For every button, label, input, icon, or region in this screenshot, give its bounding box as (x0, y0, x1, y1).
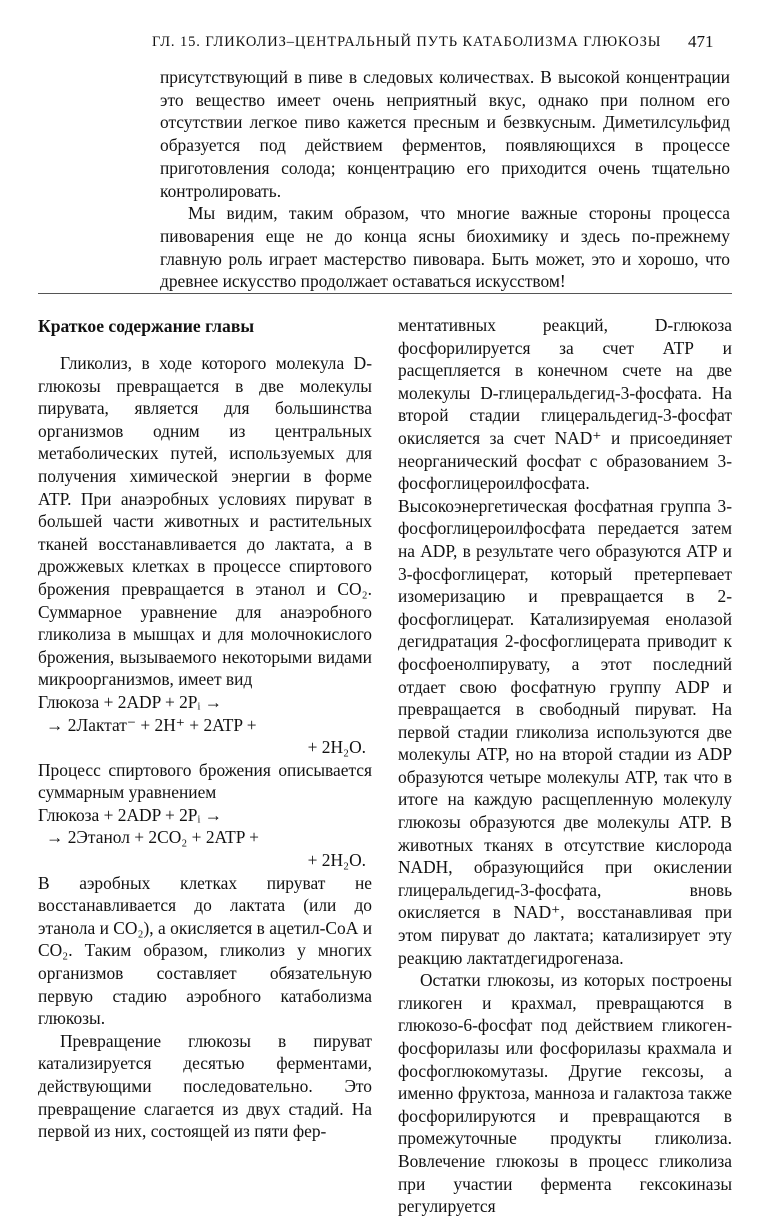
right-column (398, 314, 732, 1218)
section-divider (38, 293, 732, 294)
summary-heading: Краткое содержание главы (38, 316, 255, 336)
summary-paragraph-5: ментативных реакций, D-глюкоза фосфорилируется за счет АТР и расщепляется в конечном счете на две молекулы D-глицеральдегид-3-фосфата. На второй стадии глицеральдегид-3-фосфат окисляется за счет NAD⁺ и присоединяет неорганический фосфат с образованием 3-фосфоглицероилфосфата. Высокоэнергетическая фосфатная группа 3-фосфоглицероилфосфата передается затем на ADP, в результате чего образуются АТР и 3-фосфоглицерат, который претерпевает изомеризацию и превращается в 2-фосфоглицерат. Катализируемая енолазой дегидратация 2-фосфоглицерата приводит к фосфоенолпирувату, а этот последний отдает свою фосфатную группу ADP и превращается в свободный пируват. На первой стадии гликолиза используются две молекулы ATP, но на второй стадии из ADP образуются четыре молекулы ATP, так что в итоге на каждую расщепленную молекулу глюкозы образуются две молекулы ATP. В животных тканях в отсутствие кислорода NADH, образующийся при окислении глицеральдегид-3-фосфата, вновь окисляется в NAD⁺, восстанавливая при этом пируват до лактата; катализирует эту реакцию лактатдегидрогеназа. (398, 315, 732, 968)
summary-paragraph-6: Остатки глюкозы, из которых построены гликоген и крахмал, превращаются в глюкозо-6-фосфат под действием гликоген-фосфорилазы или фосфорилазы крахмала и фосфоглюкомутазы. Другие гексозы, а именно фруктоза, манноза и галактоза также фосфорилируются и превращаются в промежуточные продукты гликолиза. Вовлечение глюкозы в процесс гликолиза при участии фермента гексокиназы регулируется (398, 970, 732, 1217)
equation-1-line-1: Глюкоза + 2ADP + 2Pᵢ → (38, 691, 223, 712)
chapter-title: ГЛ. 15. ГЛИКОЛИЗ–ЦЕНТРАЛЬНЫЙ ПУТЬ КАТАБОЛИЗМА ГЛЮКОЗЫ (152, 34, 662, 50)
left-column (38, 314, 372, 1143)
summary-paragraph-2: Процесс спиртового брожения описывается суммарным уравнением (38, 759, 372, 803)
top-section (160, 66, 730, 293)
top-paragraph-2: Мы видим, таким образом, что многие важные стороны процесса пивоварения еще не до конца ясны биохимику и здесь по-прежнему главную роль играет мастерство пивовара. Быть может, это и хорошо, что древнее искусство продолжает оставаться искусством! (160, 203, 730, 292)
summary-paragraph-3: В аэробных клетках пируват не восстанавливается до лактата (или до этанола и CO₂), а окисляется в ацетил-СоА и CO₂. Таким образом, гликолиз у многих организмов составляет обязательную первую стадию аэробного катаболизма глюкозы. (38, 872, 372, 1029)
top-paragraph-1: присутствующий в пиве в следовых количествах. В высокой концентрации это вещество имеет очень неприятный вкус, однако при полном его отсутствии легкое пиво кажется пресным и безвкусным. Диметилсульфид образуется под действием ферментов, появляющихся в процессе приготовления солода; концентрацию его приходится очень тщательно контролировать. (160, 67, 730, 201)
equation-2-line-3: + 2H₂O. (307, 850, 366, 871)
summary-paragraph-1: Гликолиз, в ходе которого молекула D-глюкозы превращается в две молекулы пирувата, является для большинства организмов одним из центральных метаболических путей, используемых для получения химической энергии в форме АТР. При анаэробных условиях пируват в большей части животных и растительных тканей восстанавливается до лактата, а в дрожжевых клетках в процессе спиртового брожения превращается в этанол и CO₂. Суммарное уравнение для анаэробного гликолиза в мышцах и для молочнокислого брожения, вызываемого некоторыми видами микроорганизмов, имеет вид (38, 353, 372, 690)
running-header (0, 28, 776, 58)
summary-paragraph-4: Превращение глюкозы в пируват катализируется десятью ферментами, действующими последовательно. Это превращение слагается из двух стадий. На первой из них, состоящей из пяти фер- (38, 1030, 372, 1142)
equation-1-line-2: → 2Лактат⁻ + 2H⁺ + 2ATP + (46, 714, 257, 735)
equation-1-line-3: + 2H₂O. (307, 737, 366, 758)
page-number: 471 (688, 32, 714, 51)
equation-2-line-1: Глюкоза + 2ADP + 2Pᵢ → (38, 804, 223, 825)
equation-2-line-2: → 2Этанол + 2CO₂ + 2ATP + (46, 827, 259, 848)
